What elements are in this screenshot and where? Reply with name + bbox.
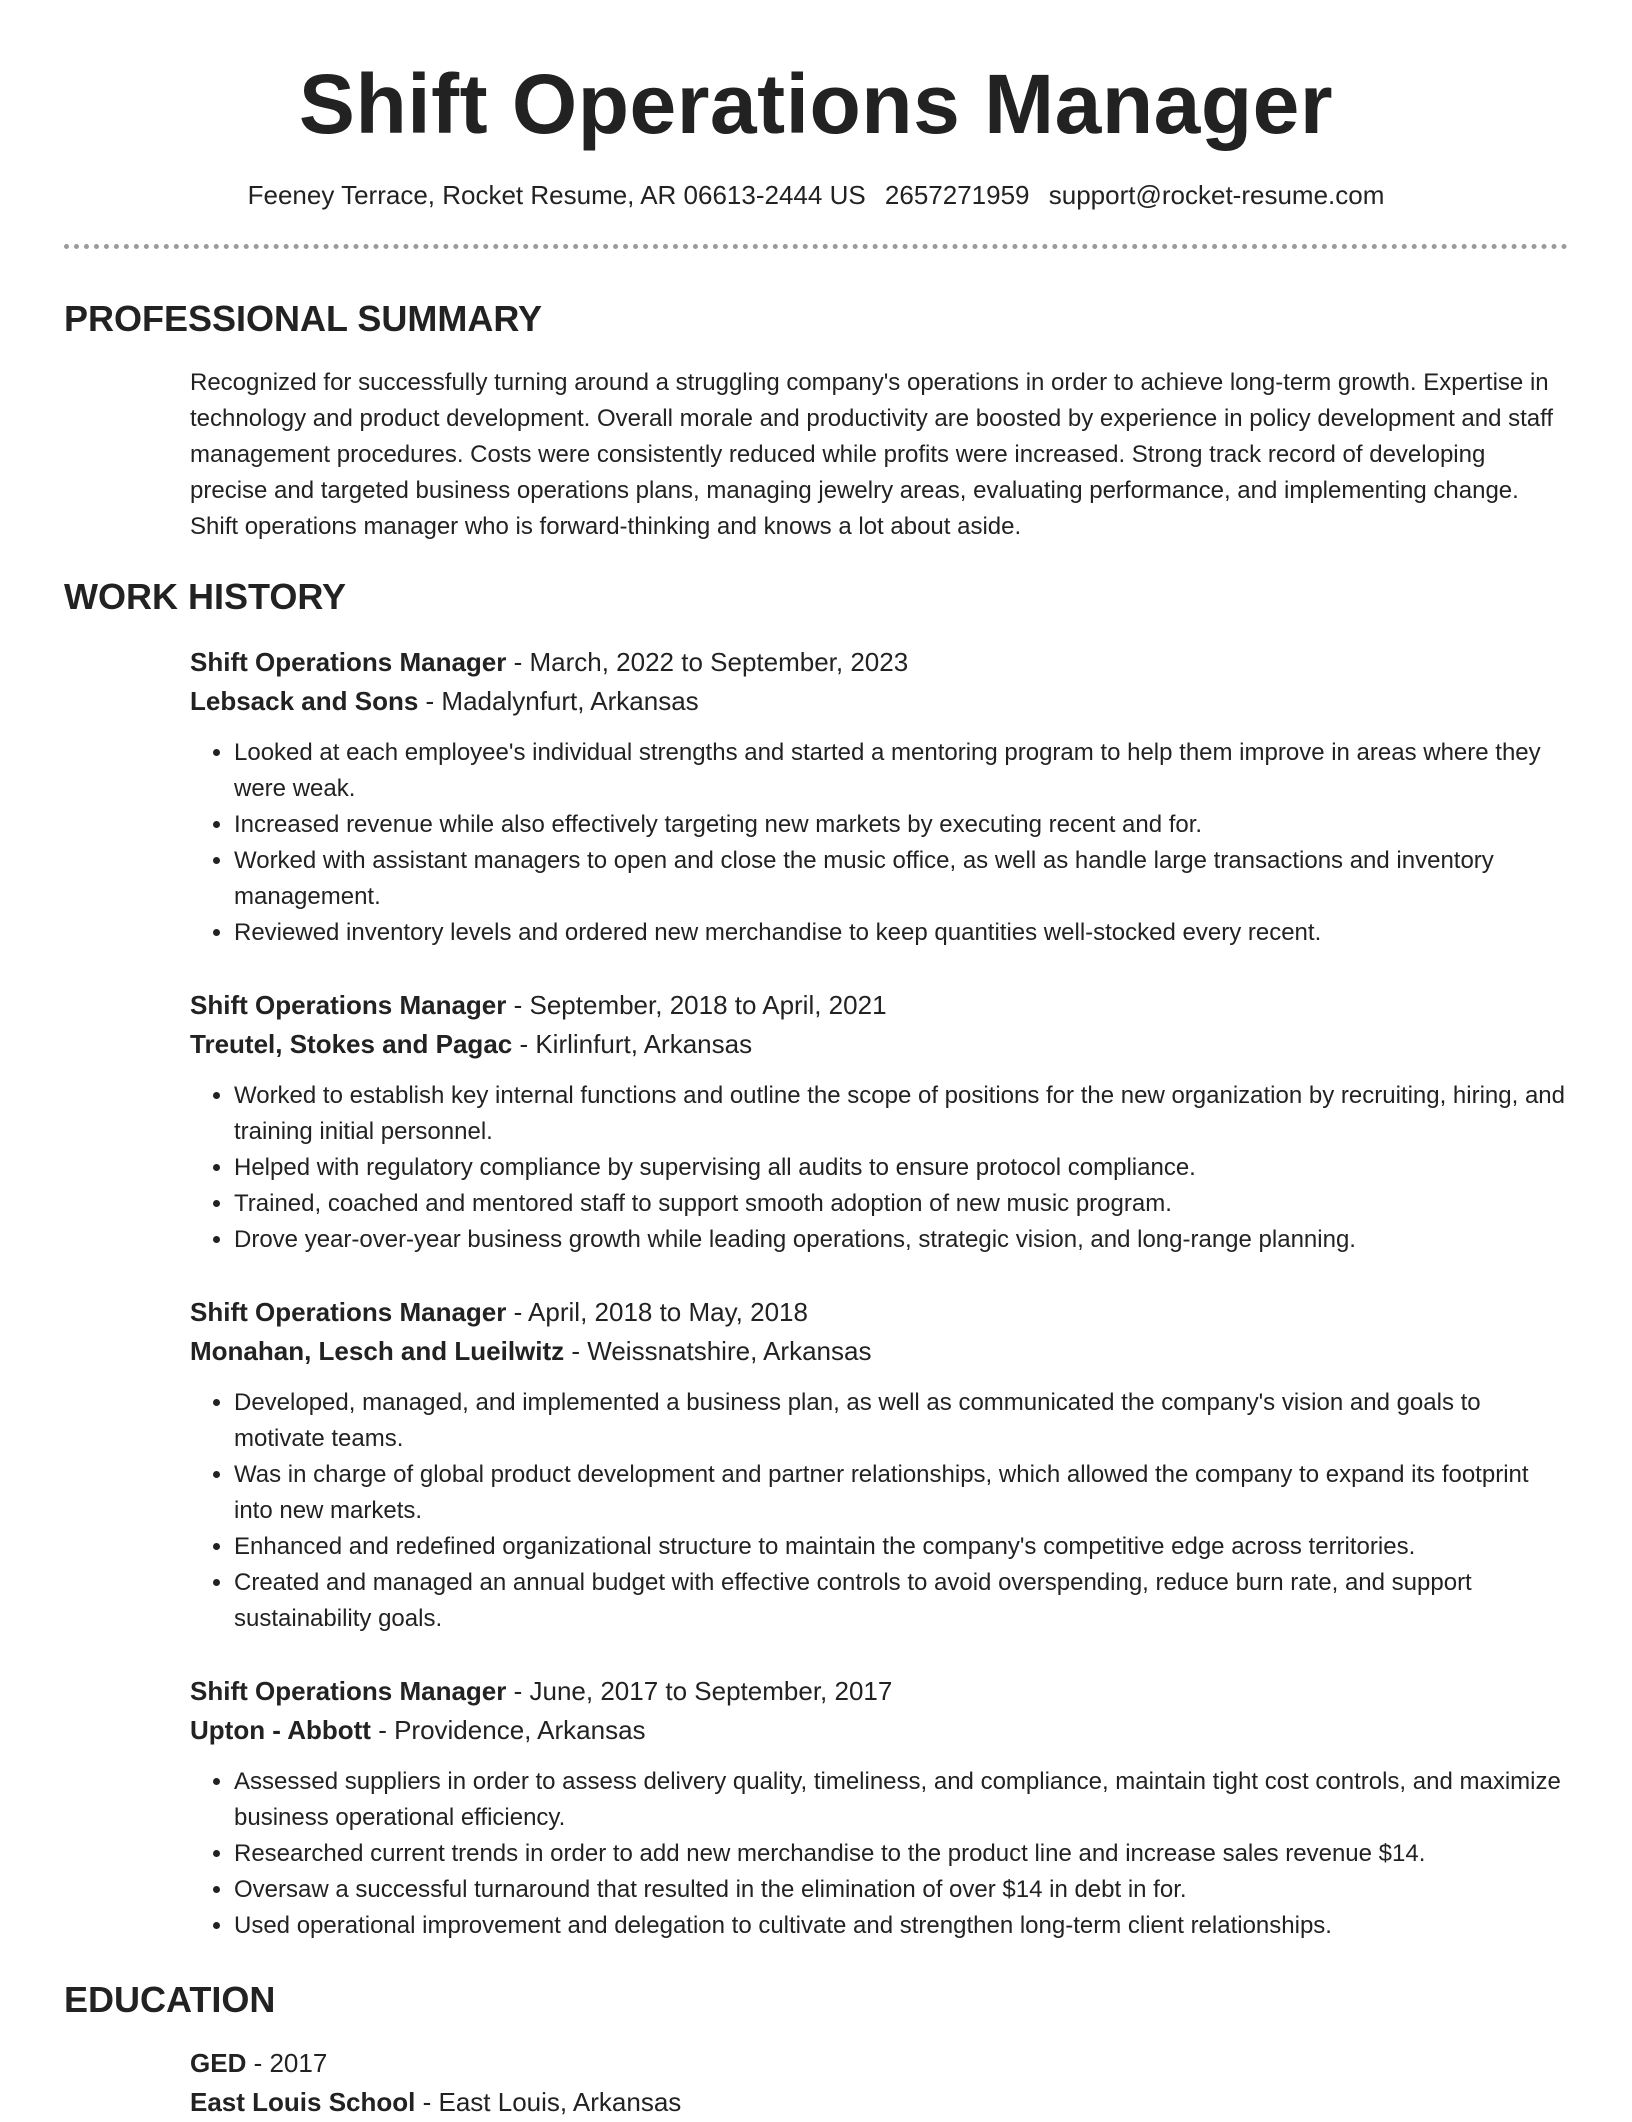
job-company: Upton - Abbott <box>190 1715 371 1745</box>
job-title: Shift Operations Manager <box>190 1676 507 1706</box>
education-location: - East Louis, Arkansas <box>415 2087 682 2117</box>
contact-email: support@rocket-resume.com <box>1048 180 1385 210</box>
job-bullet: • Developed, managed, and implemented a business plan, as well as communicated the company's vision and goals to motivate teams. <box>234 1385 1568 1457</box>
job-bullet: • Assessed suppliers in order to assess delivery quality, timeliness, and compliance, maintain tight cost controls, and maximize business operational efficiency. <box>234 1764 1568 1836</box>
summary-section <box>64 297 1568 545</box>
education-section <box>64 1978 1568 2122</box>
education-degree-line <box>190 2044 1568 2083</box>
job-bullet: • Increased revenue while also effectively targeting new markets by executing recent and for. <box>234 807 1568 843</box>
work-history-section <box>64 575 1568 1944</box>
job-title-line <box>190 1672 1568 1711</box>
education-school: East Louis School <box>190 2087 416 2117</box>
job-title: Shift Operations Manager <box>190 1297 507 1327</box>
job-bullet-list <box>190 1764 1568 1944</box>
job-company-line <box>190 1711 1568 1750</box>
job-company-line <box>190 1332 1568 1371</box>
job-bullet: • Used operational improvement and delegation to cultivate and strengthen long-term client relationships. <box>234 1908 1568 1944</box>
job-location: - Madalynfurt, Arkansas <box>418 686 699 716</box>
job-location: - Kirlinfurt, Arkansas <box>512 1029 753 1059</box>
section-heading-education: EDUCATION <box>64 1979 276 2020</box>
job-bullet: • Reviewed inventory levels and ordered new merchandise to keep quantities well-stocked every recent. <box>234 915 1568 951</box>
job-entry <box>190 643 1568 951</box>
job-bullet: • Drove year-over-year business growth while leading operations, strategic vision, and long-range planning. <box>234 1222 1568 1258</box>
job-bullet: • Researched current trends in order to add new merchandise to the product line and increase sales revenue $14. <box>234 1836 1568 1872</box>
job-bullet-list <box>190 735 1568 951</box>
job-dates: - June, 2017 to September, 2017 <box>506 1676 893 1706</box>
job-company: Lebsack and Sons <box>190 686 419 716</box>
job-company-line <box>190 1025 1568 1064</box>
job-title-line <box>190 986 1568 1025</box>
job-title-line <box>190 1293 1568 1332</box>
resume-title: Shift Operations Manager <box>298 57 1334 151</box>
contact-phone: 2657271959 <box>884 180 1030 210</box>
job-bullet: • Was in charge of global product development and partner relationships, which allowed the company to expand its footprint into new markets. <box>234 1457 1568 1529</box>
education-degree: GED <box>190 2048 247 2078</box>
job-company-line <box>190 682 1568 721</box>
job-title: Shift Operations Manager <box>190 990 507 1020</box>
job-bullet: • Worked with assistant managers to open and close the music office, as well as handle large transactions and inventory management. <box>234 843 1568 915</box>
job-entry <box>190 1293 1568 1637</box>
job-dates: - September, 2018 to April, 2021 <box>506 990 887 1020</box>
section-heading-work-history: WORK HISTORY <box>64 576 347 617</box>
job-bullet: • Oversaw a successful turnaround that resulted in the elimination of over $14 in debt in for. <box>234 1872 1568 1908</box>
job-entry <box>190 1672 1568 1944</box>
job-title: Shift Operations Manager <box>190 647 507 677</box>
job-bullet: • Helped with regulatory compliance by supervising all audits to ensure protocol compliance. <box>234 1150 1568 1186</box>
education-entry <box>190 2044 1568 2122</box>
job-dates: - March, 2022 to September, 2023 <box>506 647 909 677</box>
job-bullet: • Created and managed an annual budget with effective controls to avoid overspending, reduce burn rate, and support sustainability goals. <box>234 1565 1568 1637</box>
job-company: Monahan, Lesch and Lueilwitz <box>190 1336 565 1366</box>
job-bullet-list <box>190 1078 1568 1258</box>
job-title-line <box>190 643 1568 682</box>
job-dates: - April, 2018 to May, 2018 <box>506 1297 808 1327</box>
job-location: - Weissnatshire, Arkansas <box>564 1336 872 1366</box>
header-divider <box>64 244 1568 249</box>
job-company: Treutel, Stokes and Pagac <box>190 1029 513 1059</box>
job-bullet-list <box>190 1385 1568 1637</box>
job-bullet: • Worked to establish key internal functions and outline the scope of positions for the new organization by recruiting, hiring, and training initial personnel. <box>234 1078 1568 1150</box>
contact-address: Feeney Terrace, Rocket Resume, AR 06613-2444 US <box>247 180 866 210</box>
job-location: - Providence, Arkansas <box>370 1715 646 1745</box>
education-year: - 2017 <box>246 2048 328 2078</box>
job-bullet: • Trained, coached and mentored staff to support smooth adoption of new music program. <box>234 1186 1568 1222</box>
education-school-line <box>190 2083 1568 2122</box>
job-bullet: • Looked at each employee's individual strengths and started a mentoring program to help them improve in areas where they were weak. <box>234 735 1568 807</box>
job-bullet: • Enhanced and redefined organizational structure to maintain the company's competitive edge across territories. <box>234 1529 1568 1565</box>
job-entry <box>190 986 1568 1258</box>
section-heading-summary: PROFESSIONAL SUMMARY <box>64 298 543 339</box>
summary-text: Recognized for successfully turning around a struggling company's operations in order to achieve long-term growth. Expertise in technology and product development. Overall morale and productivity are boosted by experience in policy development and staff management procedures. Costs were consistently reduced while profits were increased. Strong track record of developing precise and targeted business operations plans, managing jewelry areas, evaluating performance, and implementing change. Shift operations manager who is forward-thinking and knows a lot about aside. <box>190 369 1554 540</box>
contact-line <box>64 178 1568 212</box>
